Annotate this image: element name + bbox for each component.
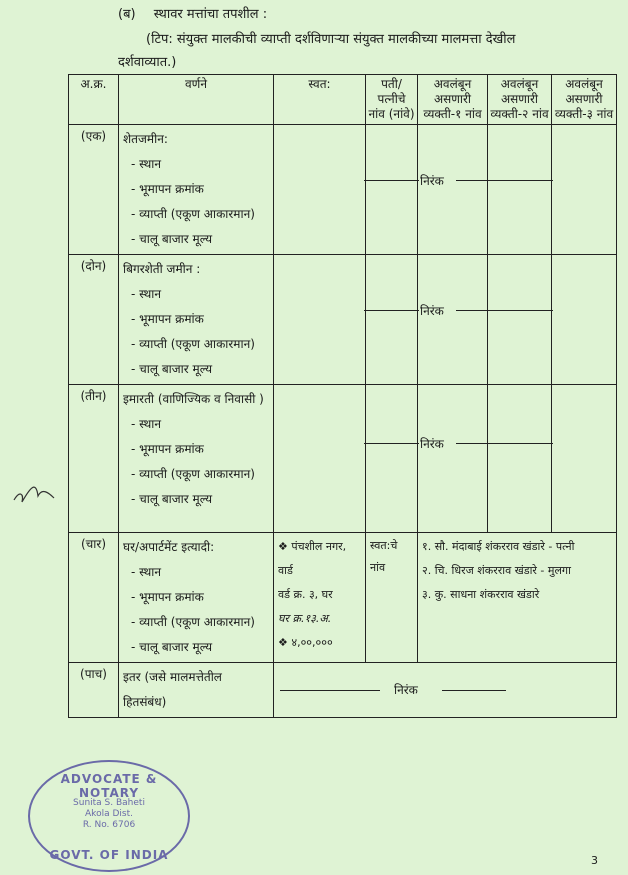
row-title: इमारती (वाणिज्यिक व निवासी ) — [123, 392, 264, 406]
row-item: - व्याप्ती (एकूण आकारमान) — [131, 337, 255, 351]
cell-heirs — [418, 533, 617, 663]
cell-dep3 — [552, 385, 617, 533]
cell-self-address — [274, 533, 366, 663]
table-row — [69, 663, 617, 718]
cell-dep1 — [418, 125, 488, 255]
cell-dep1 — [418, 385, 488, 533]
stamp-top-text: ADVOCATE & NOTARY — [60, 772, 158, 800]
value-line: ❖ ४,००,००० — [278, 636, 333, 649]
row-item: - भूमापन क्रमांक — [131, 590, 204, 604]
stamp-bottom-text: GOVT. OF INDIA — [49, 848, 169, 862]
section-title: स्थावर मत्तांचा तपशील : — [153, 7, 268, 22]
col-header-dep3: अवलंबून असणारी व्यक्ती-३ नांव — [552, 75, 617, 125]
col-header-dep2: अवलंबून असणारी व्यक्ती-२ नांव — [488, 75, 552, 125]
row-item: - भूमापन क्रमांक — [131, 182, 204, 196]
stamp-place: Akola Dist. — [85, 809, 133, 819]
cell-spouse — [366, 125, 418, 255]
cell-dep3 — [552, 255, 617, 385]
row-item: - व्याप्ती (एकूण आकारमान) — [131, 467, 255, 481]
row-item: - स्थान — [131, 287, 162, 301]
notary-stamp — [28, 760, 190, 872]
section-label: (ब) — [118, 7, 136, 22]
row-item: - भूमापन क्रमांक — [131, 312, 204, 326]
address-line: ❖ पंचशील नगर, वार्ड — [278, 540, 347, 577]
nil-text: निरंक — [394, 683, 418, 697]
col-header-no: अ.क्र. — [69, 75, 119, 125]
stamp-details — [30, 798, 188, 831]
row-item: - चालू बाजार मूल्य — [131, 362, 213, 376]
cell-spouse: स्वत:चे नांव — [366, 533, 418, 663]
row-item: - व्याप्ती (एकूण आकारमान) — [131, 207, 255, 221]
section-heading — [118, 4, 267, 22]
cell-self — [274, 255, 366, 385]
col-header-spouse: पती/ पत्नीचे नांव (नांवे) — [366, 75, 418, 125]
cell-dep2 — [488, 125, 552, 255]
nil-text: निरंक — [420, 437, 444, 451]
row-description — [119, 255, 274, 385]
row-title: शेतजमीन: — [123, 132, 168, 146]
header-row — [69, 75, 617, 125]
row-number: (दोन) — [69, 255, 119, 385]
cell-self — [274, 125, 366, 255]
row-item: - चालू बाजार मूल्य — [131, 640, 213, 654]
note-line-1: (टिप: संयुक्त मालकीची व्याप्ती दर्शविणाऱ्या संयुक्त मालकीच्या मालमत्ता देखील — [146, 32, 516, 47]
row-description — [119, 533, 274, 663]
col-header-desc: वर्णने — [119, 75, 274, 125]
nil-text: निरंक — [420, 174, 444, 188]
cell-self — [274, 385, 366, 533]
stamp-name: Sunita S. Baheti — [73, 798, 145, 808]
table-row — [69, 533, 617, 663]
property-table — [68, 74, 617, 718]
heir-line: १. सौ. मंदाबाई शंकरराव खंडारे - पत्नी — [422, 540, 575, 553]
stamp-reg: R. No. 6706 — [82, 820, 136, 830]
row-number: (एक) — [69, 125, 119, 255]
heir-line: २. चि. धिरज शंकरराव खंडारे - मुलगा — [422, 564, 571, 577]
row-item: - चालू बाजार मूल्य — [131, 492, 213, 506]
address-line: वर्ड क्र. ३, घर — [278, 588, 333, 601]
col-header-self: स्वत: — [274, 75, 366, 125]
row-item: - भूमापन क्रमांक — [131, 442, 204, 456]
table-row — [69, 255, 617, 385]
note-line-2: दर्शवाव्यात.) — [118, 55, 177, 70]
row-item: - व्याप्ती (एकूण आकारमान) — [131, 615, 255, 629]
table-row — [69, 125, 617, 255]
table-row — [69, 385, 617, 533]
cell-dep1 — [418, 255, 488, 385]
cell-spouse — [366, 385, 418, 533]
row-description — [119, 125, 274, 255]
row-number: (पाच) — [69, 663, 119, 718]
cell-other-nil — [274, 663, 617, 718]
row-number: (तीन) — [69, 385, 119, 533]
handwritten-signature — [10, 470, 60, 510]
row-title: इतर (जसे मालमत्तेतील हितसंबंध) — [123, 670, 222, 709]
heir-line: ३. कु. साधना शंकरराव खंडारे — [422, 588, 540, 601]
nil-text: निरंक — [420, 304, 444, 318]
row-number: (चार) — [69, 533, 119, 663]
row-item: - स्थान — [131, 565, 162, 579]
cell-dep2 — [488, 385, 552, 533]
row-title: बिगरशेती जमीन : — [123, 262, 201, 276]
cell-spouse — [366, 255, 418, 385]
row-item: - चालू बाजार मूल्य — [131, 232, 213, 246]
address-line: घर क्र.१३.अ. — [278, 612, 332, 625]
page-number: 3 — [591, 854, 598, 867]
row-description — [119, 663, 274, 718]
cell-dep3 — [552, 125, 617, 255]
row-title: घर/अपार्टमेंट इत्यादी: — [123, 540, 215, 554]
row-item: - स्थान — [131, 417, 162, 431]
cell-dep2 — [488, 255, 552, 385]
row-description — [119, 385, 274, 533]
col-header-dep1: अवलंबून असणारी व्यक्ती-१ नांव — [418, 75, 488, 125]
row-item: - स्थान — [131, 157, 162, 171]
